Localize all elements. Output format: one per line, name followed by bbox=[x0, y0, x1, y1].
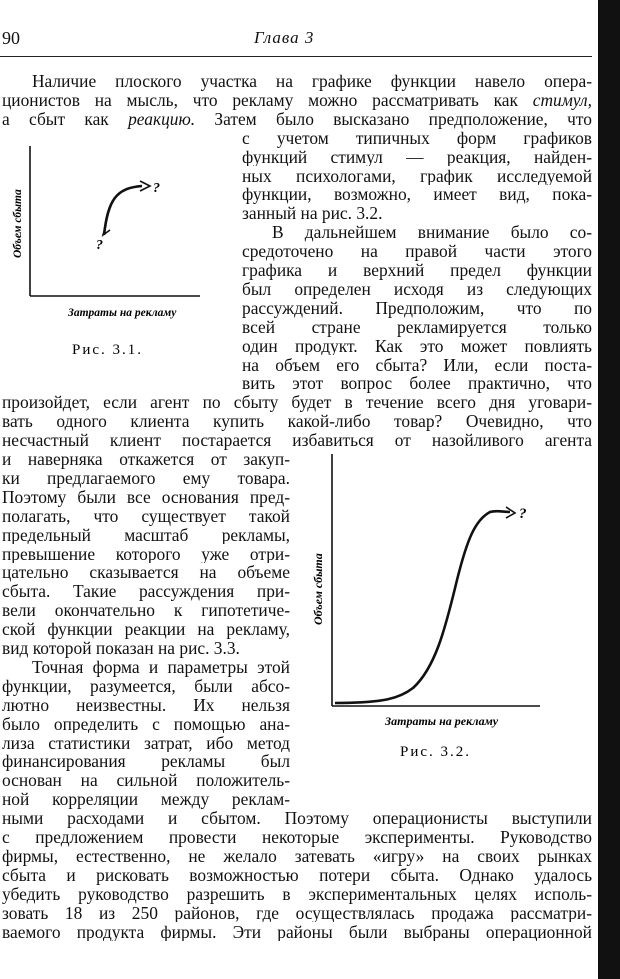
text-line: графика и верхний предел функции bbox=[242, 261, 592, 280]
text-line: ной корреляции между реклам- bbox=[2, 790, 290, 810]
text-line: было определить с помощью ана- bbox=[2, 714, 290, 734]
text-line: функции, разумеется, были абсо- bbox=[2, 676, 290, 696]
text-line: ных психологами, график исследуемой bbox=[242, 166, 592, 186]
text-line: основан на сильной положитель- bbox=[2, 771, 290, 791]
text-line: всей стране рекламируется только bbox=[242, 317, 592, 337]
text-line: убедить руководство разрешить в экспериментальных целях исполь- bbox=[2, 884, 592, 904]
text-line: занный на рис. 3.2. bbox=[242, 204, 383, 224]
figure2-ylabel: Объем сбыта bbox=[311, 553, 325, 625]
text-line: Точная форма и параметры этой bbox=[32, 657, 290, 677]
text-line: на объем его сбыта? Или, если поста- bbox=[242, 355, 592, 375]
text-line: вид которой показан на рис. 3.3. bbox=[2, 639, 240, 658]
text-line: функции, возможно, имеет вид, пока- bbox=[242, 185, 592, 205]
italic-term: стимул, bbox=[532, 90, 592, 110]
figure2-question: ? bbox=[519, 506, 527, 522]
text-line: вели окончательно к гипотетиче- bbox=[2, 601, 290, 621]
figure1-caption: Рис. 3.1. bbox=[72, 342, 144, 358]
figure2-caption: Рис. 3.2. bbox=[400, 744, 472, 760]
italic-term: реакцию. bbox=[128, 109, 196, 129]
text-line: а сбыт как реакцию. Затем было высказано предположение, что bbox=[2, 109, 592, 129]
s-curve bbox=[335, 511, 510, 703]
text-line: финансирования рекламы был bbox=[2, 752, 290, 772]
text-line: средоточено на правой части этого bbox=[242, 242, 592, 261]
text-line: фирмы, естественно, не желало затевать «игру» на своих рынках bbox=[2, 846, 592, 866]
book-spine-edge bbox=[598, 0, 620, 979]
figure1-ylabel: Объем сбыта bbox=[12, 189, 24, 258]
figure-3-2 bbox=[305, 450, 560, 770]
chapter-title: Глава 3 bbox=[254, 28, 315, 47]
page-number: 90 bbox=[2, 28, 20, 48]
text-line: вить этот вопрос более практично, что bbox=[242, 374, 592, 394]
text-line: ционистов на мысль, что рекламу можно рассматривать как стимул, bbox=[2, 90, 592, 110]
text-line: лютно неизвестны. Их нельзя bbox=[2, 695, 290, 715]
header-rule bbox=[0, 56, 592, 57]
text-line: Наличие плоского участка на графике функции навело опера- bbox=[32, 72, 592, 91]
text-line: превышение которого уже отри- bbox=[2, 544, 290, 564]
text-line: с предложением провести некоторые эксперименты. Руководство bbox=[2, 828, 592, 847]
text-line: функций стимул — реакция, найден- bbox=[242, 147, 592, 167]
figure1-question-bottom: ? bbox=[96, 238, 103, 253]
figure1-question-top: ? bbox=[153, 181, 160, 196]
text-line: и наверняка откажется от закуп- bbox=[2, 450, 290, 469]
text-line: ки предлагаемого ему товара. bbox=[2, 468, 290, 488]
text-line: сбыта и рисковать возможностью потери сбыта. Однако удалось bbox=[2, 865, 592, 885]
text-line: цательно сказывается на объеме bbox=[2, 563, 290, 583]
figure-3-1 bbox=[0, 140, 240, 370]
figure2-xlabel: Затраты на рекламу bbox=[385, 714, 499, 728]
text-line: один продукт. Как это может повлиять bbox=[242, 336, 592, 356]
text-line: с учетом типичных форм графиков bbox=[242, 128, 592, 148]
response-curve bbox=[104, 186, 142, 235]
text-line: ваемого продукта фирмы. Эти районы были выбраны операционной bbox=[2, 922, 592, 942]
text-line: В дальнейшем внимание было со- bbox=[272, 223, 592, 243]
text-line: вать одного клиента купить какой-либо товар? Очевидно, что bbox=[2, 412, 592, 432]
text-line: Поэтому были все основания пред- bbox=[2, 487, 290, 507]
page-header bbox=[0, 28, 592, 52]
text-line: сбыта. Такие рассуждения при- bbox=[2, 582, 290, 602]
text-line: полагать, что существует такой bbox=[2, 506, 290, 526]
figure1-xlabel: Затраты на рекламу bbox=[68, 307, 177, 319]
text-line: несчастный клиент постарается избавиться от назойливого агента bbox=[2, 431, 592, 450]
text-line: был определен исходя из следующих bbox=[242, 279, 592, 299]
text-line: лиза статистики затрат, ибо метод bbox=[2, 733, 290, 753]
text-line: произойдет, если агент по сбыту будет в течение всего дня уговари- bbox=[2, 393, 592, 413]
text-line: ными расходами и сбытом. Поэтому операционисты выступили bbox=[2, 809, 592, 828]
text-line: рассуждений. Предположим, что по bbox=[242, 298, 592, 318]
text-line: ской функции реакции на рекламу, bbox=[2, 620, 290, 639]
text-line: зовать 18 из 250 районов, где осуществлялась продажа рассматри- bbox=[2, 903, 592, 923]
text-line: предельный масштаб рекламы, bbox=[2, 525, 290, 545]
